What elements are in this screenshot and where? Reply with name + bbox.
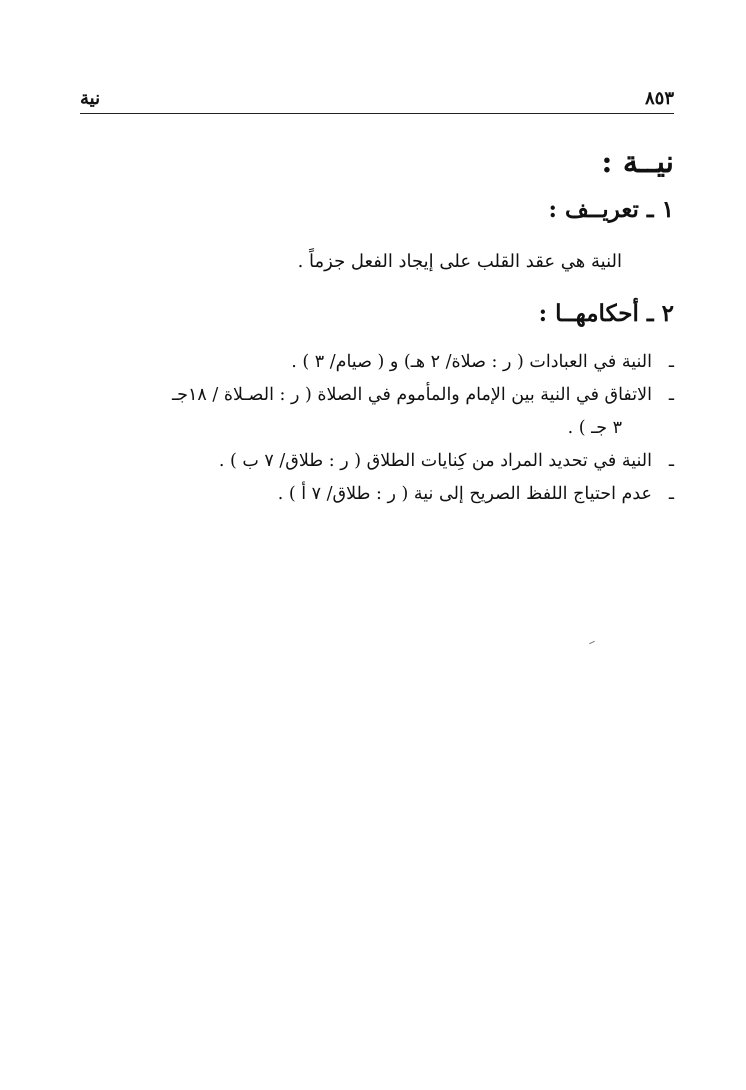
header-rule xyxy=(80,113,674,114)
scan-speck xyxy=(589,641,595,644)
ruling-item xyxy=(76,445,674,478)
list-dash: ـ xyxy=(668,352,674,372)
running-header xyxy=(80,86,674,112)
ruling-text: عدم احتياج اللفظ الصريح إلى نية ( ر : طلاق/ ٧ أ ) . xyxy=(277,484,652,504)
list-dash: ـ xyxy=(668,385,674,405)
section-heading-rulings: ٢ ـ أحكامهــا : xyxy=(538,300,674,327)
page-number: ٨٥٣ xyxy=(644,88,674,109)
entry-body xyxy=(76,130,674,511)
ruling-text: الاتفاق في النية بين الإمام والمأموم في الصلاة ( ر : الصـلاة / ١٨جـ xyxy=(172,385,652,405)
ruling-text: النية في العبادات ( ر : صلاة/ ٢ هـ) و ( صيام/ ٣ ) . xyxy=(291,352,652,372)
ruling-text: النية في تحديد المراد من كِنايات الطلاق ( ر : طلاق/ ٧ ب ) . xyxy=(218,451,652,471)
list-dash: ـ xyxy=(668,451,674,471)
running-title: نية xyxy=(80,88,101,109)
ruling-item xyxy=(76,346,674,379)
ruling-item xyxy=(76,379,674,445)
definition-text: النية هي عقد القلب على إيجاد الفعل جزماً . xyxy=(297,251,622,272)
list-dash: ـ xyxy=(668,484,674,504)
section-heading-definition: ١ ـ تعريــف : xyxy=(548,196,674,223)
rulings-list xyxy=(76,346,674,511)
entry-title: نيــة : xyxy=(601,145,674,180)
ruling-item xyxy=(76,478,674,511)
ruling-text-continuation: ٣ جـ ) . xyxy=(567,418,622,438)
